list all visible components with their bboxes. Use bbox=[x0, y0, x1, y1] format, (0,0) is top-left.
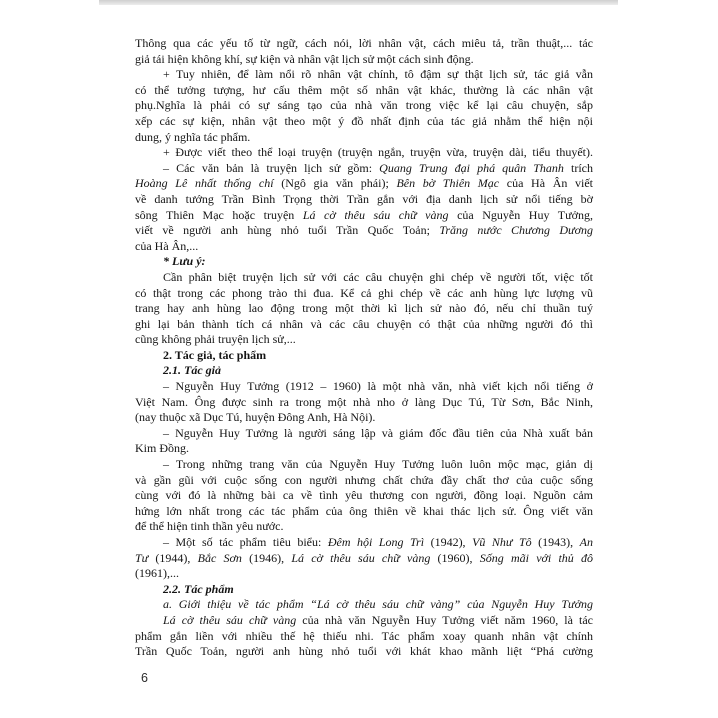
text-column bbox=[135, 36, 593, 660]
text-line bbox=[135, 239, 593, 255]
text-run: + Được viết theo thể loại truyện (truyện ngắn, truyện vừa, truyện dài, tiểu thuyết). bbox=[163, 145, 593, 160]
text-line bbox=[135, 379, 593, 395]
text-line bbox=[135, 130, 593, 146]
text-line bbox=[135, 145, 593, 161]
text-run: để thể hiện tinh thần yêu nước. bbox=[135, 519, 284, 534]
text-run: * Lưu ý: bbox=[163, 254, 206, 269]
text-run: Bên bờ Thiên Mạc bbox=[396, 176, 500, 191]
text-line bbox=[135, 286, 593, 302]
text-run: Bắc Sơn bbox=[197, 550, 242, 565]
text-line bbox=[135, 410, 593, 426]
text-run: Lá cờ thêu sáu chữ vàng bbox=[163, 612, 297, 627]
text-run: và gần gũi với cuộc sống con người nhưng chất chứa đầy chất thơ của cuộc sống bbox=[135, 472, 593, 487]
text-run: cùng với đó là những bài ca về tình yêu thương con người, đồng loại. Nguồn cảm bbox=[135, 488, 593, 503]
text-line bbox=[135, 488, 593, 504]
text-run: có thật trong các phong trào thi đua. Kể cả ghi chép về các anh hùng lực lượng vũ bbox=[135, 285, 593, 300]
text-run: Trần Quốc Toản, người anh hùng nhỏ tuổi với khát khao mãnh liệt “Phá cường bbox=[135, 644, 593, 659]
text-run: 2.2. Tác phẩm bbox=[163, 581, 234, 596]
text-run: trang hay anh hùng lao động trong một thời kì lịch sử nào đó, nếu chỉ thuần tuý bbox=[135, 301, 593, 316]
text-line bbox=[135, 114, 593, 130]
text-line bbox=[135, 52, 593, 68]
text-line bbox=[135, 363, 593, 379]
page-top-edge-shadow bbox=[99, 0, 618, 5]
text-line bbox=[135, 644, 593, 660]
text-line bbox=[135, 270, 593, 286]
text-run: – Một số tác phẩm tiêu biểu: bbox=[163, 535, 328, 549]
text-line bbox=[135, 83, 593, 99]
text-run: Hoàng Lê nhất thống chí bbox=[135, 176, 274, 191]
text-line bbox=[135, 395, 593, 411]
text-run: (1960), bbox=[430, 550, 480, 565]
text-line bbox=[135, 441, 593, 457]
text-run: Vũ Như Tô bbox=[472, 535, 532, 549]
text-line bbox=[135, 519, 593, 535]
text-run: (1942), bbox=[424, 535, 473, 549]
text-line bbox=[135, 348, 593, 364]
text-line bbox=[135, 208, 593, 224]
text-line bbox=[135, 67, 593, 83]
text-line bbox=[135, 36, 593, 52]
text-line bbox=[135, 597, 593, 613]
text-run: – Nguyễn Huy Tưởng (1912 – 1960) là một nhà văn, nhà viết kịch nổi tiếng ở bbox=[163, 379, 593, 394]
text-run: hứng lớn nhất trong các tác phẩm của ông thiên về khai thác lịch sử. Ông viết văn bbox=[135, 503, 593, 518]
text-line bbox=[135, 582, 593, 598]
text-run: Lá cờ thêu sáu chữ vàng bbox=[302, 207, 449, 222]
text-run: An bbox=[579, 535, 594, 549]
text-run: Sống mãi với thủ đô bbox=[479, 550, 594, 565]
text-run: viết về người anh hùng nhỏ tuổi Trần Quốc Toản; bbox=[135, 223, 440, 238]
text-line bbox=[135, 192, 593, 208]
text-run: của nhà văn Nguyễn Huy Tưởng viết năm 1960, là tác bbox=[296, 612, 593, 627]
text-run: Trăng nước Chương Dương bbox=[439, 223, 593, 238]
text-line bbox=[135, 301, 593, 317]
text-run: Việt Nam. Ông được sinh ra trong một nhà nho ở làng Dục Tú, Từ Sơn, Bắc Ninh, bbox=[135, 394, 593, 409]
text-run: Tư bbox=[135, 550, 149, 565]
text-line bbox=[135, 317, 593, 333]
text-run: trích bbox=[563, 160, 593, 175]
text-run: (1946), bbox=[241, 550, 292, 565]
text-run: (nay thuộc xã Dục Tú, huyện Đông Anh, Hà Nội). bbox=[135, 410, 376, 425]
text-run: có thể tưởng tượng, hư cấu thêm một số nhân vật khác, thường là các nhân vật bbox=[135, 82, 593, 97]
text-run: – Các văn bản là truyện lịch sử gồm: bbox=[163, 160, 380, 175]
text-run: sông Thiên Mạc hoặc truyện bbox=[135, 207, 303, 222]
text-run: phụ.Nghĩa là phải có sự sáng tạo của nhà văn trong việc kể lại câu chuyện, sắp bbox=[135, 98, 593, 113]
text-run: ghi lại bản thành tích cá nhân và các câu chuyện có thật của những người đó thì bbox=[135, 316, 593, 331]
text-line bbox=[135, 473, 593, 489]
text-line bbox=[135, 535, 593, 551]
text-line bbox=[135, 254, 593, 270]
text-run: – Nguyễn Huy Tưởng là người sáng lập và giám đốc đầu tiên của Nhà xuất bản bbox=[163, 425, 593, 440]
text-run: cũng không phải truyện lịch sử,... bbox=[135, 332, 296, 347]
text-line bbox=[135, 566, 593, 582]
text-run: 2. Tác giả, tác phẩm bbox=[163, 347, 267, 362]
text-line bbox=[135, 98, 593, 114]
text-run: của Nguyễn Huy Tưởng, bbox=[448, 207, 593, 222]
text-run: (1961),... bbox=[135, 566, 179, 581]
text-line bbox=[135, 551, 593, 567]
text-run: (1943), bbox=[531, 535, 580, 549]
text-run: của Hà Ân viết bbox=[499, 176, 593, 191]
text-run: (Ngô gia văn phái); bbox=[273, 176, 397, 191]
text-line bbox=[135, 629, 593, 645]
text-run: giả tái hiện không khí, sự kiện và nhân vật lịch sử một cách sinh động. bbox=[135, 51, 474, 66]
text-line bbox=[135, 176, 593, 192]
text-line bbox=[135, 504, 593, 520]
text-run: Cần phân biệt truyện lịch sử với các câu chuyện ghi chép về người tốt, việc tốt bbox=[163, 269, 593, 284]
text-run: của Hà Ân,... bbox=[135, 238, 199, 253]
text-run: Quang Trung đại phá quân Thanh bbox=[379, 160, 564, 175]
text-line bbox=[135, 457, 593, 473]
text-line bbox=[135, 223, 593, 239]
text-run: a. Giới thiệu về tác phẩm “Lá cờ thêu sáu chữ vàng” của Nguyễn Huy Tưởng bbox=[163, 597, 593, 612]
text-line bbox=[135, 613, 593, 629]
text-run: Thông qua các yếu tố từ ngữ, cách nói, lời nhân vật, cách miêu tả, trần thuật,... tác bbox=[135, 36, 593, 50]
text-run: Đêm hội Long Trì bbox=[327, 535, 425, 549]
text-run: – Trong những trang văn của Nguyễn Huy Tưởng luôn luôn mộc mạc, giản dị bbox=[163, 457, 593, 472]
text-run: 2.1. Tác giả bbox=[163, 363, 221, 378]
text-run: phẩm gắn liền với nhiều thế hệ thiếu nhi. Tác phẩm xoay quanh nhân vật chính bbox=[135, 628, 593, 643]
text-run: + Tuy nhiên, để làm nổi rõ nhân vật chính, tô đậm sự thật lịch sử, tác giả vẫn bbox=[163, 67, 593, 82]
text-run: Kim Đồng. bbox=[135, 441, 189, 456]
page-number: 6 bbox=[141, 671, 148, 685]
text-line bbox=[135, 161, 593, 177]
text-run: dung, ý nghĩa tác phẩm. bbox=[135, 129, 251, 144]
text-run: về danh tướng Trần Bình Trọng thời Trần gắn với địa danh lịch sử nổi tiếng bờ bbox=[135, 191, 593, 206]
text-line bbox=[135, 332, 593, 348]
text-run: (1944), bbox=[148, 550, 198, 565]
text-run: xếp các sự kiện, nhân vật theo một ý đồ nhất định của tác giả nhằm thể hiện nội bbox=[135, 113, 593, 128]
text-line bbox=[135, 426, 593, 442]
text-run: Lá cờ thêu sáu chữ vàng bbox=[291, 550, 431, 565]
